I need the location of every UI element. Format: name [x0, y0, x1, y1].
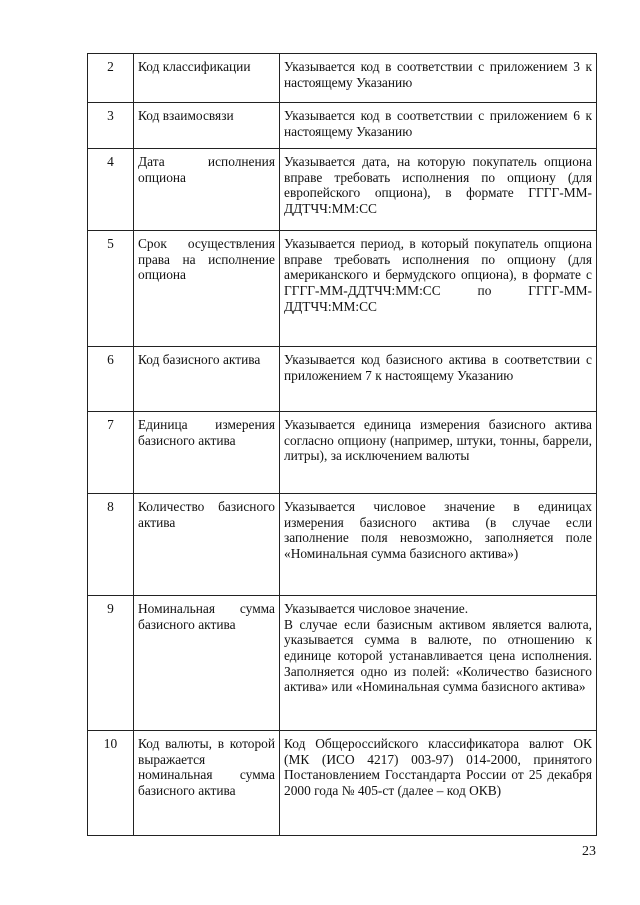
field-description: Указывается код базисного актива в соответствии с приложением 7 к настоящему Указанию: [280, 347, 597, 412]
field-name: Код базисного актива: [134, 347, 280, 412]
field-name: Количество базисного актива: [134, 494, 280, 596]
row-number: 3: [88, 103, 134, 149]
field-name: Номинальная сумма базисного актива: [134, 596, 280, 731]
field-name: Единица измерения базисного актива: [134, 412, 280, 494]
table-row: [88, 347, 597, 412]
field-description: Указывается период, в который покупатель опциона вправе требовать исполнения по опциону (для американского и бермудского опциона), в формате с ГГГГ-ММ-ДДТЧЧ:ММ:СС по ГГГГ-ММ-ДДТЧЧ:ММ:СС: [280, 231, 597, 347]
field-name: Код взаимосвязи: [134, 103, 280, 149]
field-spec-table: [87, 53, 597, 836]
row-number: 6: [88, 347, 134, 412]
table-row: [88, 103, 597, 149]
row-number: 10: [88, 731, 134, 836]
table-row: [88, 231, 597, 347]
field-name: Код классификации: [134, 54, 280, 103]
field-description: Указывается код в соответствии с приложением 6 к настоящему Указанию: [280, 103, 597, 149]
table-row: [88, 494, 597, 596]
table-row: [88, 412, 597, 494]
field-description: Указывается код в соответствии с приложением 3 к настоящему Указанию: [280, 54, 597, 103]
field-name: Код валюты, в которой выражается номинальная сумма базисного актива: [134, 731, 280, 836]
row-number: 8: [88, 494, 134, 596]
table-row: [88, 54, 597, 103]
table-row: [88, 149, 597, 231]
field-name: Срок осуществления права на исполнение опциона: [134, 231, 280, 347]
field-description: Указывается числовое значение. В случае если базисным активом является валюта, указывается сумма в валюте, по отношению к единице которой устанавливается цена исполнения. Заполняется одно из полей: «Количество базисного актива» или «Номинальная сумма базисного актива»: [280, 596, 597, 731]
row-number: 4: [88, 149, 134, 231]
field-description: Код Общероссийского классификатора валют ОК (МК (ИСО 4217) 003-97) 014-2000, принятого Постановлением Госстандарта России от 25 декабря 2000 года № 405-ст (далее – код ОКВ): [280, 731, 597, 836]
row-number: 5: [88, 231, 134, 347]
field-description: Указывается единица измерения базисного актива согласно опциону (например, штуки, тонны, баррели, литры), за исключением валюты: [280, 412, 597, 494]
table-row: [88, 731, 597, 836]
table-row: [88, 596, 597, 731]
row-number: 7: [88, 412, 134, 494]
field-description: Указывается дата, на которую покупатель опциона вправе требовать исполнения по опциону (для европейского опциона), в формате ГГГГ-ММ-ДДТЧЧ:ММ:СС: [280, 149, 597, 231]
field-description: Указывается числовое значение в единицах измерения базисного актива (в случае если заполнение поля невозможно, заполняется поле «Номинальная сумма базисного актива»): [280, 494, 597, 596]
row-number: 2: [88, 54, 134, 103]
page-number: 23: [582, 844, 596, 859]
row-number: 9: [88, 596, 134, 731]
field-name: Дата исполнения опциона: [134, 149, 280, 231]
